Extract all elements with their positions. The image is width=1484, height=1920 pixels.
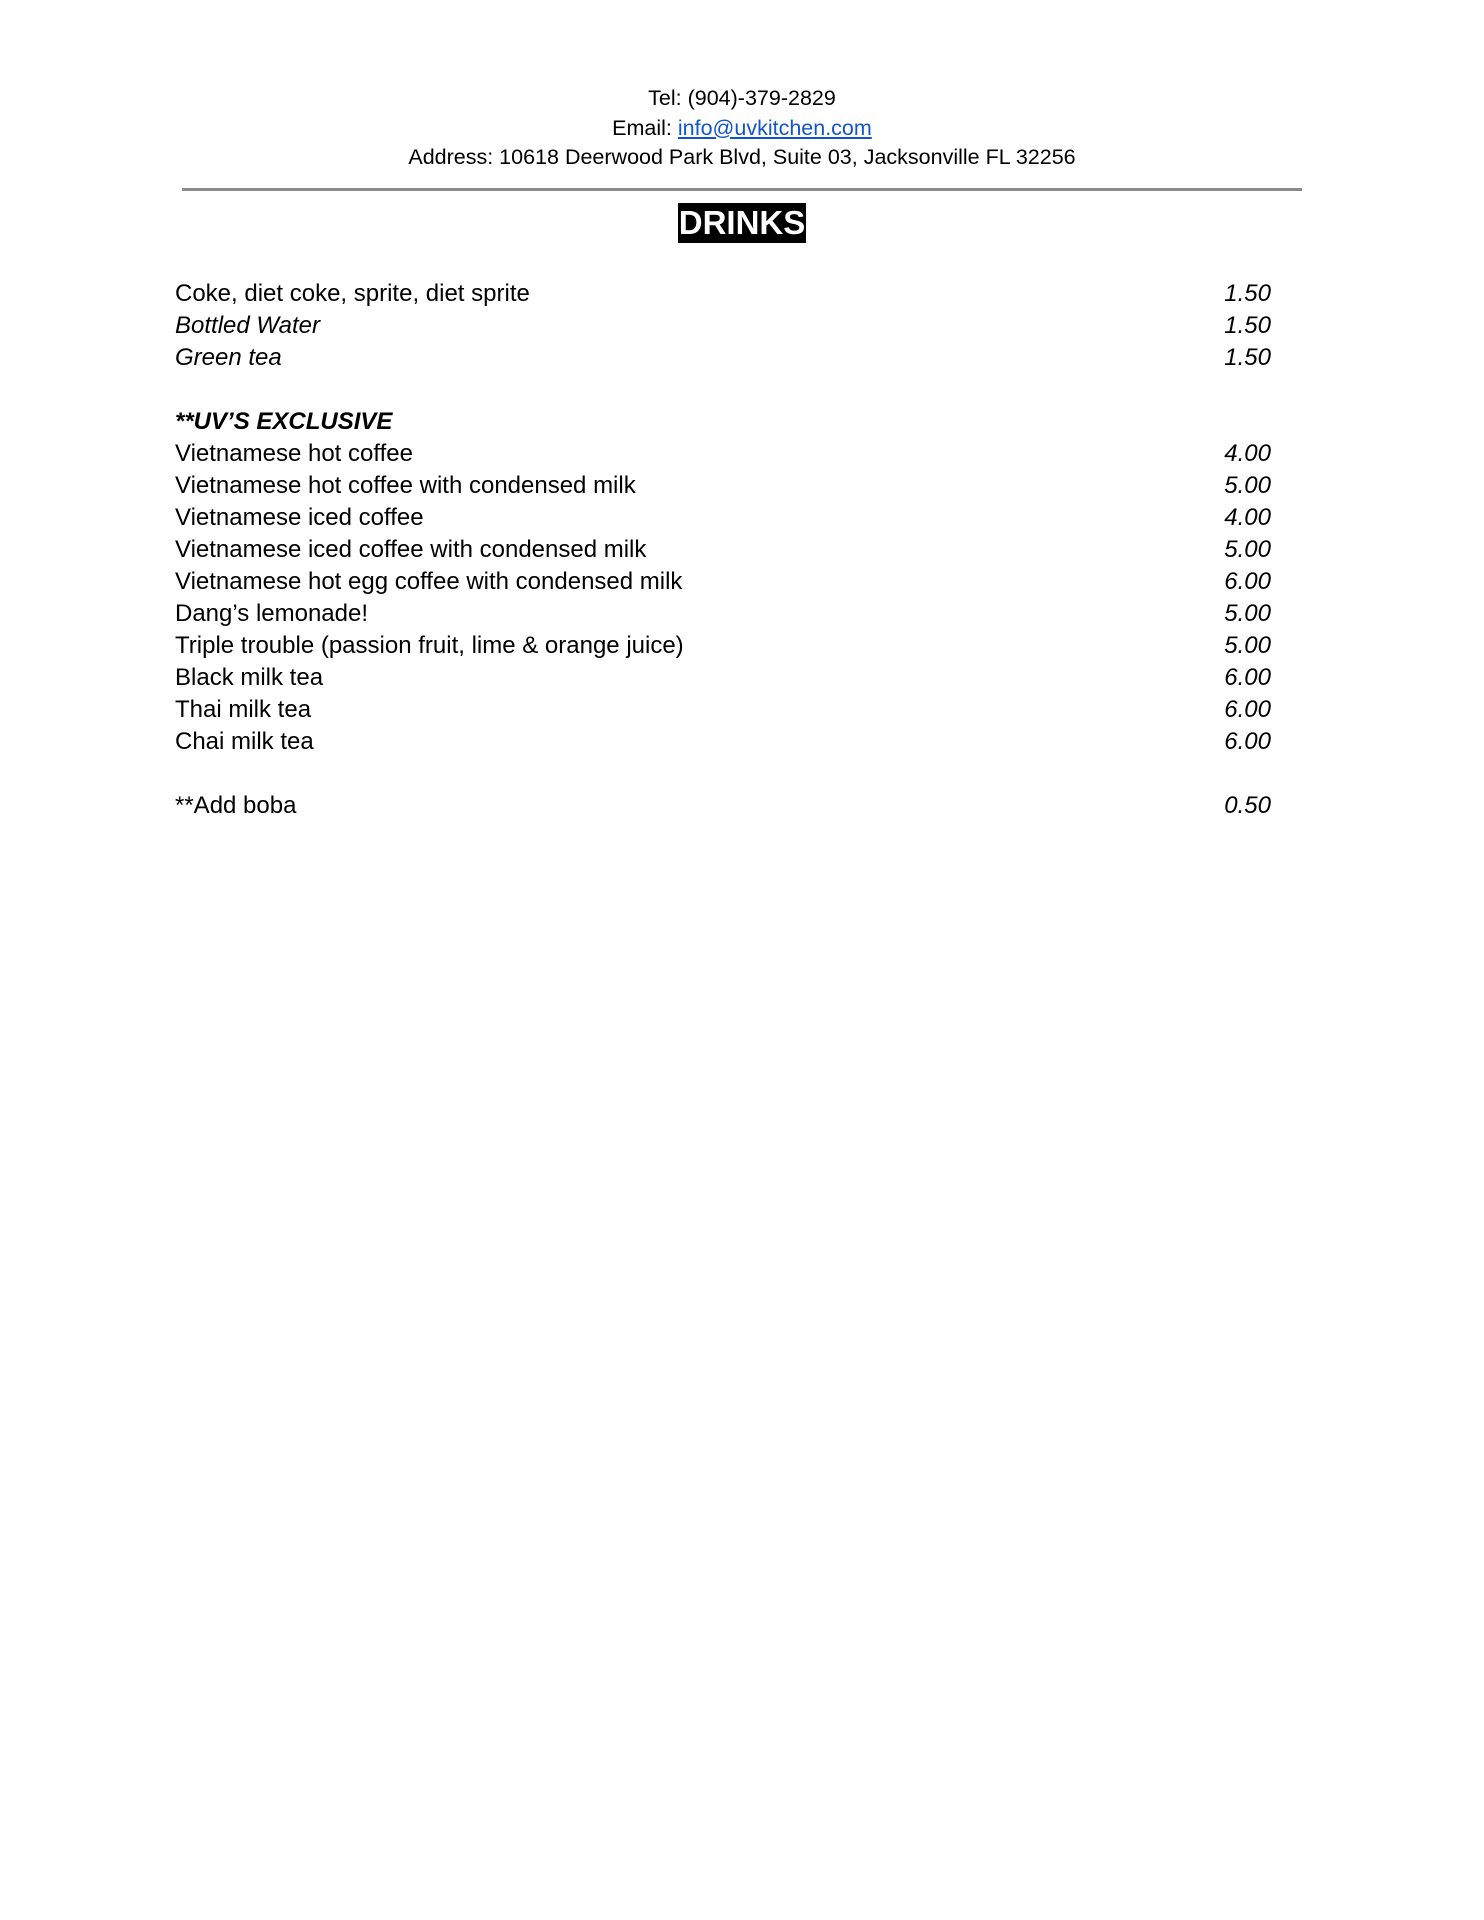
menu-item bbox=[175, 438, 1271, 470]
menu-item-price: 6.00 bbox=[1224, 728, 1271, 755]
menu-item-price: 6.00 bbox=[1224, 664, 1271, 691]
addon-item bbox=[175, 790, 1271, 822]
menu-item-name: Dang’s lemonade! bbox=[175, 600, 369, 627]
menu-item bbox=[175, 630, 1271, 662]
page-title: DRINKS bbox=[678, 204, 806, 241]
menu-item-name: Chai milk tea bbox=[175, 728, 314, 755]
contact-header bbox=[0, 84, 1484, 173]
menu-item-name: Vietnamese iced coffee with condensed milk bbox=[175, 536, 647, 563]
address-line: Address: 10618 Deerwood Park Blvd, Suite 03, Jacksonville FL 32256 bbox=[408, 145, 1076, 169]
menu-item bbox=[175, 310, 1271, 342]
header-divider bbox=[182, 188, 1302, 191]
menu-item-price: 1.50 bbox=[1224, 280, 1271, 307]
menu-item-name: Green tea bbox=[175, 344, 282, 371]
menu-item bbox=[175, 662, 1271, 694]
menu-item-price: 1.50 bbox=[1224, 312, 1271, 339]
menu-item bbox=[175, 566, 1271, 598]
spacer bbox=[175, 374, 1271, 406]
menu-item-price: 1.50 bbox=[1224, 344, 1271, 371]
menu-item-price: 5.00 bbox=[1224, 632, 1271, 659]
menu-item bbox=[175, 502, 1271, 534]
menu-item bbox=[175, 534, 1271, 566]
menu-item-name: Thai milk tea bbox=[175, 696, 312, 723]
menu-item-name: Bottled Water bbox=[175, 312, 320, 339]
email-link[interactable]: info@uvkitchen.com bbox=[677, 115, 872, 140]
addon-price: 0.50 bbox=[1224, 792, 1271, 819]
menu-item bbox=[175, 470, 1271, 502]
spacer bbox=[175, 758, 1271, 790]
addon-name: **Add boba bbox=[175, 792, 297, 819]
menu-item-price: 4.00 bbox=[1224, 440, 1271, 467]
title-wrap bbox=[0, 203, 1484, 243]
menu-item-name: Black milk tea bbox=[175, 664, 324, 691]
email-line bbox=[0, 114, 1484, 144]
menu-item-name: Vietnamese hot coffee bbox=[175, 440, 413, 467]
drinks-menu bbox=[175, 278, 1271, 822]
menu-item-price: 5.00 bbox=[1224, 600, 1271, 627]
menu-item bbox=[175, 694, 1271, 726]
menu-item-price: 5.00 bbox=[1224, 536, 1271, 563]
menu-item bbox=[175, 726, 1271, 758]
menu-item-price: 4.00 bbox=[1224, 504, 1271, 531]
menu-item bbox=[175, 342, 1271, 374]
menu-item-price: 5.00 bbox=[1224, 472, 1271, 499]
email-label: Email: bbox=[612, 115, 678, 140]
menu-item bbox=[175, 278, 1271, 310]
menu-item-name: Vietnamese hot egg coffee with condensed milk bbox=[175, 568, 683, 595]
menu-item-price: 6.00 bbox=[1224, 568, 1271, 595]
exclusive-heading: **UV’S EXCLUSIVE bbox=[175, 408, 393, 435]
phone-line: Tel: (904)-379-2829 bbox=[648, 86, 836, 110]
menu-item-name: Vietnamese iced coffee bbox=[175, 504, 424, 531]
menu-item-name: Coke, diet coke, sprite, diet sprite bbox=[175, 280, 530, 307]
menu-item-price: 6.00 bbox=[1224, 696, 1271, 723]
menu-item-name: Triple trouble (passion fruit, lime & orange juice) bbox=[175, 632, 684, 659]
menu-item bbox=[175, 598, 1271, 630]
menu-item-name: Vietnamese hot coffee with condensed milk bbox=[175, 472, 636, 499]
